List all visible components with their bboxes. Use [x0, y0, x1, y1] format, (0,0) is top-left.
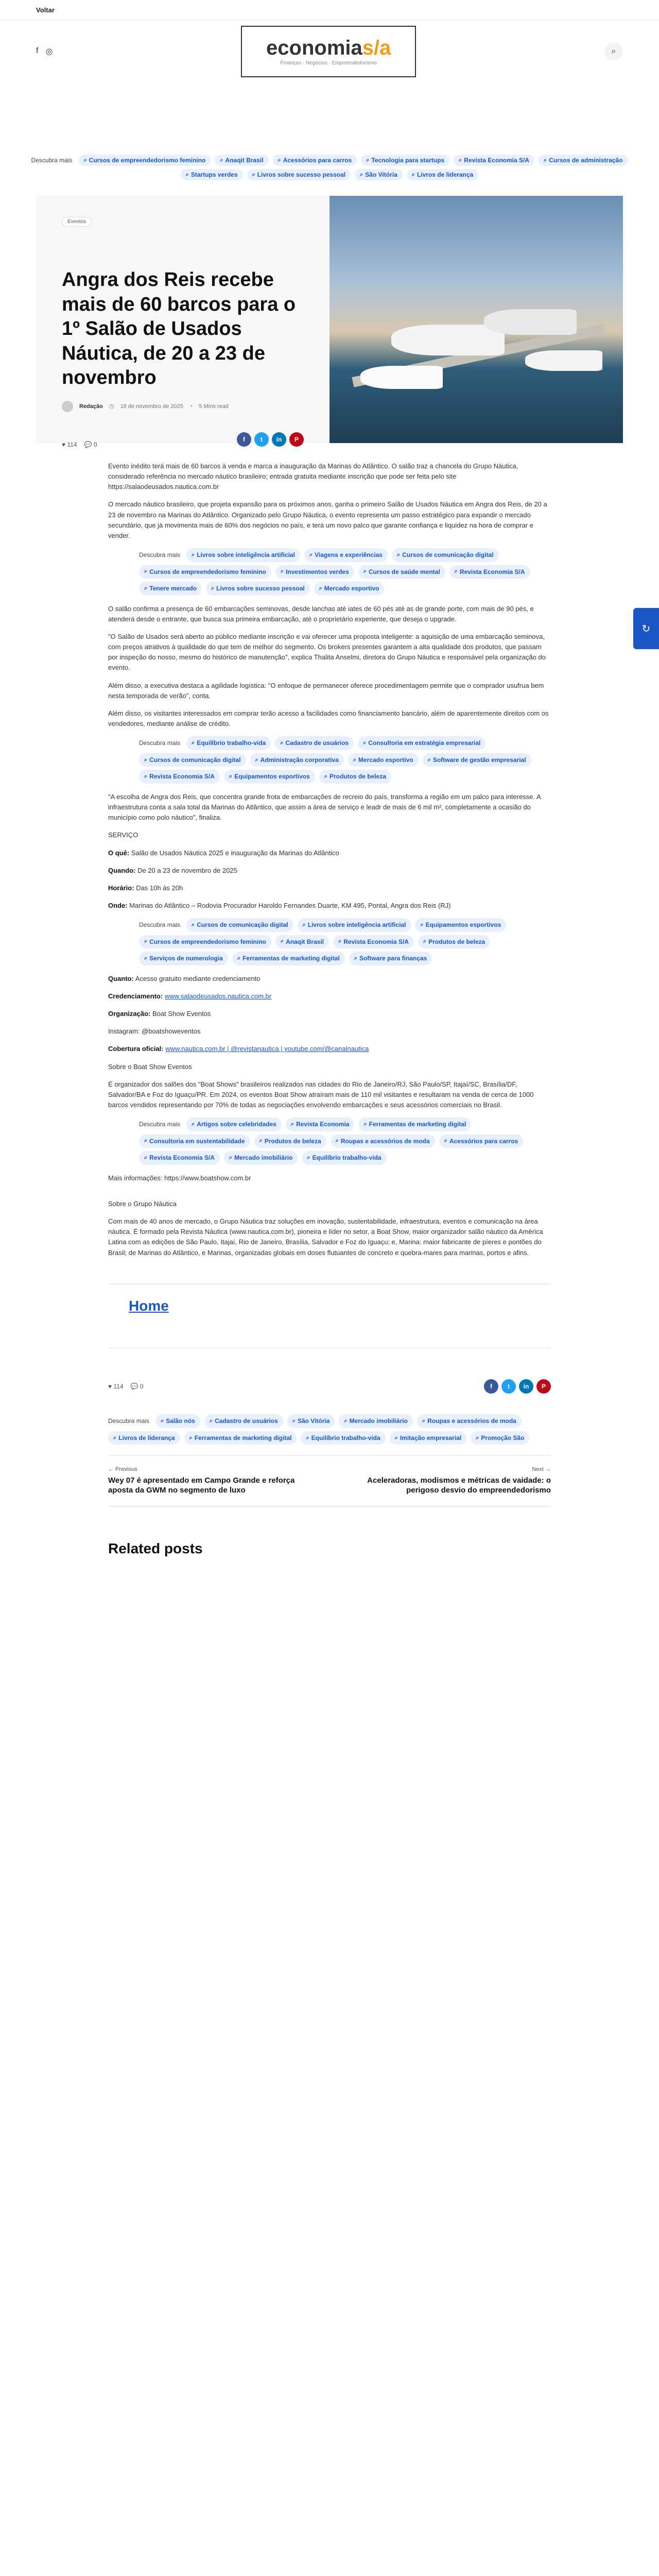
- search-icon: ⌕: [344, 1417, 348, 1424]
- comment-count[interactable]: 💬 0: [130, 1382, 144, 1390]
- info-value: Boat Show Eventos: [152, 1010, 211, 1018]
- topic-chip[interactable]: [224, 770, 315, 784]
- credenciamento-link[interactable]: www.salaodeusados.nautica.com.br: [164, 992, 272, 1000]
- topic-chip[interactable]: [415, 918, 506, 932]
- topic-chip-label: Acessórios para carros: [283, 157, 352, 164]
- read-time: 5 Mins read: [199, 403, 229, 410]
- topic-chip[interactable]: [358, 565, 445, 579]
- topic-chip-label: Produtos de beleza: [264, 1137, 321, 1145]
- topic-chip[interactable]: [423, 753, 531, 767]
- clock-icon: ◔: [189, 403, 193, 410]
- topic-chip-label: Imitação empresarial: [400, 1434, 462, 1442]
- topic-chip-label: Produtos de beleza: [428, 938, 485, 945]
- topic-chip[interactable]: [471, 1431, 529, 1445]
- search-icon: ⌕: [544, 157, 547, 163]
- topic-chip-label: Mercado imobiliário: [234, 1154, 293, 1162]
- search-icon: ⌕: [309, 551, 313, 558]
- topic-chip[interactable]: [186, 918, 293, 932]
- topic-chip-label: Serviços de numerologia: [149, 955, 223, 962]
- top-chipbar: [0, 155, 659, 180]
- info-value: Das 10h às 20h: [136, 884, 183, 892]
- pinterest-share-icon[interactable]: P: [289, 432, 304, 447]
- share-buttons: [237, 432, 304, 447]
- post-navigation: [108, 1466, 551, 1495]
- calendar-icon: ◷: [109, 403, 114, 410]
- topic-chip-label: Ferramentas de marketing digital: [194, 1434, 292, 1442]
- topic-chip-label: Consultoria em estratégia empresarial: [368, 739, 481, 747]
- topic-chip-label: Software para finanças: [359, 955, 427, 962]
- search-icon: ⌕: [396, 551, 401, 558]
- search-icon: ⌕: [144, 938, 148, 945]
- search-icon: ⌕: [144, 585, 148, 591]
- facebook-icon[interactable]: f: [36, 46, 39, 55]
- search-icon: ⌕: [280, 568, 284, 575]
- search-icon: ⌕: [292, 1417, 296, 1424]
- next-label: Next →: [532, 1466, 551, 1473]
- topic-chip[interactable]: [215, 155, 268, 166]
- search-icon: ⌕: [209, 1417, 213, 1424]
- like-count[interactable]: ♥ 114: [62, 440, 77, 448]
- topic-chip-label: Revista Economia S/A: [149, 1154, 215, 1162]
- recaptcha-badge[interactable]: ↻: [633, 608, 659, 649]
- topic-chip-label: Administração corporativa: [260, 756, 339, 764]
- topic-chip-label: Revista Economia S/A: [459, 568, 525, 575]
- paragraph: O salão confirma a presença de 60 embarcações seminovas, desde lanchas até iates de 60 pés até as de grande porte, com mais de 90 pés, e atenderá desde o entrante, que busca sua primeira embarcação, até o proprietário experiente, que deseja o upgrade.: [108, 604, 534, 623]
- comment-count-value: 0: [140, 1382, 144, 1390]
- topic-chip-label: Cursos de empreendedorismo feminino: [89, 157, 206, 164]
- avatar: [62, 401, 73, 412]
- topic-chip-label: Acessórios para carros: [449, 1137, 518, 1145]
- search-icon: ⌕: [290, 1121, 294, 1127]
- search-icon: ⌕: [113, 1434, 117, 1441]
- topic-chip[interactable]: [247, 169, 351, 180]
- topic-chip-label: Investimentos verdes: [286, 568, 349, 575]
- topic-chip[interactable]: [301, 1431, 385, 1445]
- topic-chip-label: Viagens e experiências: [315, 551, 383, 558]
- search-icon: ⌕: [192, 921, 195, 928]
- previous-post[interactable]: [108, 1466, 314, 1495]
- chipbar-label: Descubra mais: [139, 1121, 181, 1128]
- like-count-value: 114: [113, 1382, 124, 1390]
- topic-chip-label: Tecnologia para startups: [371, 157, 445, 164]
- search-icon[interactable]: ⌕: [604, 42, 623, 61]
- topic-chip-label: Artigos sobre celebridades: [197, 1121, 276, 1128]
- search-icon: ⌕: [229, 773, 233, 780]
- topic-chip[interactable]: [139, 952, 228, 965]
- like-count-value: 114: [67, 440, 77, 448]
- info-line: [108, 866, 551, 876]
- topic-chip-label: Livros sobre inteligência artificial: [307, 921, 406, 929]
- topic-chip[interactable]: [273, 155, 357, 166]
- topic-chip[interactable]: [390, 1431, 467, 1445]
- topic-chip-label: Livros sobre sucesso pessoal: [257, 171, 346, 178]
- comment-count[interactable]: 💬 0: [84, 440, 97, 448]
- topic-chip[interactable]: [539, 155, 628, 166]
- topic-chip[interactable]: [204, 1414, 283, 1428]
- topic-chip[interactable]: [206, 582, 310, 596]
- info-key: Credenciamento:: [108, 992, 163, 1000]
- topic-chip[interactable]: [139, 582, 202, 596]
- linkedin-share-icon[interactable]: in: [519, 1379, 533, 1394]
- topic-chip[interactable]: [224, 1151, 298, 1165]
- search-icon: ⌕: [189, 1434, 193, 1441]
- topic-chip[interactable]: [304, 548, 388, 562]
- topic-chip-label: Cursos de empreendedorismo feminino: [149, 568, 266, 575]
- topic-chip-label: São Vitória: [365, 171, 397, 178]
- author-name[interactable]: Redação: [79, 403, 103, 410]
- topic-chip[interactable]: [78, 155, 211, 166]
- search-icon: ⌕: [454, 568, 458, 575]
- logo-text-b: s/a: [362, 36, 391, 59]
- search-icon: ⌕: [144, 568, 148, 575]
- topic-chip[interactable]: [250, 753, 344, 767]
- topic-chip[interactable]: [333, 935, 414, 949]
- topic-chip[interactable]: [361, 155, 449, 166]
- search-icon: ⌕: [319, 585, 322, 591]
- topic-chip-label: Livros de liderança: [417, 171, 474, 178]
- paragraph: Com mais de 40 anos de mercado, o Grupo Náutica traz soluções em inovação, sustentabilidade, infraestrutura, eventos e comunicação na área náutica. É formado pela Revista Náutica (www.nautica.com.br), pioneira e líder no setor, a Boat Show, maior organizador salão náutico da América Latina com as edições de São Paulo, Itajaí, Rio de Janeiro, Brasília, Salvador e Foz do Iguaçu; e, Marina: maior fabricante de píeres e pontões do Brasil; de Marinas do Atlântico, e Marinas, organizadas globais em doses flutuantes de concreto e quebra-mares para marinas, portos e afins.: [108, 1217, 543, 1257]
- section-label: Sobre o Grupo Náutica: [108, 1200, 177, 1208]
- search-icon: ⌕: [192, 551, 195, 558]
- search-icon: ⌕: [363, 1121, 367, 1127]
- paragraph: Além disso, a executiva destaca a agilidade logística: "O enfoque de permanecer oferece procedimentagem permite que o comprador usufrua bem nesta temporada de verão", conta.: [108, 681, 544, 700]
- search-icon: ⌕: [278, 157, 281, 163]
- topic-chip-label: Equilíbrio trabalho-vida: [311, 1434, 380, 1442]
- topic-chip-label: Cursos de administração: [549, 157, 623, 164]
- search-icon: ⌕: [324, 773, 327, 780]
- search-icon: ⌕: [280, 739, 284, 746]
- topic-chip-label: Software de gestão empresarial: [432, 756, 526, 764]
- topic-chip[interactable]: [275, 736, 354, 750]
- info-value: Marinas do Atlântico – Rodovia Procurador Haroldo Fernandes Duarte, KM 495, Pontal, Angra dos Reis (RJ): [129, 901, 451, 909]
- topic-chip-label: Equilíbrio trabalho-vida: [312, 1154, 381, 1162]
- logo-text-a: economia: [266, 36, 362, 59]
- topic-chip-label: Ferramentas de marketing digital: [369, 1121, 466, 1128]
- comment-count-value: 0: [93, 440, 97, 448]
- info-key: Onde:: [108, 901, 128, 909]
- topic-chip[interactable]: [355, 169, 403, 180]
- home-link[interactable]: Home: [129, 1297, 169, 1314]
- topic-chip-label: Revista Economia S/A: [464, 157, 529, 164]
- topic-chip-label: Mercado esportivo: [358, 756, 413, 764]
- search-icon: ⌕: [144, 955, 148, 962]
- topic-chip[interactable]: [417, 1414, 522, 1428]
- search-icon: ⌕: [420, 921, 424, 928]
- paragraph: "A escolha de Angra dos Reis, que concentra grande frota de embarcações de recreio do país, transforma a região em um palco para interesse. A infraestrutura conta a sala total da Marinas do Atlântico, que assim a área de serviço e leadr de mais de 6 mil m², completamente a ocasião do município como polo náutico", finaliza.: [108, 792, 541, 822]
- search-icon: ⌕: [252, 171, 255, 178]
- info-value: Salão de Usados Náutica 2025 e inauguração da Marinas do Atlântico: [131, 849, 339, 857]
- share-buttons-bottom: [484, 1379, 551, 1394]
- topic-chip[interactable]: [186, 736, 271, 750]
- topic-chip[interactable]: [184, 1431, 297, 1445]
- search-icon: ⌕: [144, 773, 148, 780]
- info-key: Organização:: [108, 1010, 151, 1018]
- skip-link[interactable]: [0, 0, 659, 21]
- post-title: Angra dos Reis recebe mais de 60 barcos para o 1º Salão de Usados Náutica, de 20 a 23 de novembro: [62, 269, 296, 388]
- search-icon: ⌕: [302, 921, 306, 928]
- more-info-link[interactable]: Mais informações: https://www.boatshow.com.br: [108, 1174, 251, 1182]
- topic-chip[interactable]: [392, 548, 499, 562]
- next-title[interactable]: Aceleradoras, modismos e métricas de vaidade: o perigoso desvio do empreendedorismo: [367, 1476, 551, 1495]
- topic-chip-label: Livros sobre inteligência artificial: [197, 551, 295, 558]
- topic-chip[interactable]: [339, 1414, 413, 1428]
- hero-image: [330, 196, 623, 443]
- search-icon: ⌕: [338, 938, 342, 945]
- search-icon: ⌕: [423, 938, 427, 945]
- topic-chip[interactable]: [358, 1117, 471, 1131]
- twitter-share-icon[interactable]: t: [254, 432, 269, 447]
- topic-chip[interactable]: [298, 918, 411, 932]
- search-icon: ⌕: [411, 171, 415, 178]
- search-icon: ⌕: [306, 1434, 309, 1441]
- topic-chip-label: Anaqit Brasil: [286, 938, 324, 945]
- search-icon: ⌕: [211, 585, 215, 591]
- search-icon: ⌕: [363, 739, 367, 746]
- topic-chip-label: Cadastro de usuários: [285, 739, 349, 747]
- search-icon: ⌕: [307, 1155, 310, 1161]
- topic-chip[interactable]: [449, 565, 530, 579]
- topic-chip-label: Startups verdes: [190, 171, 238, 178]
- next-post[interactable]: [345, 1466, 551, 1495]
- site-header: [0, 21, 659, 82]
- section-label: SERVIÇO: [108, 831, 138, 839]
- paragraph: Além disso, os visitantes interessados em comprar terão acesso a facilidades como financiamento bancário, além de aparentemente direitos com os vendedores, mediante análise de crédito.: [108, 709, 549, 728]
- linkedin-share-icon[interactable]: in: [272, 432, 286, 447]
- search-icon: ⌕: [363, 568, 367, 575]
- info-line: Instagram: @boatshoweventos: [108, 1027, 201, 1036]
- topic-chip[interactable]: [439, 1134, 524, 1148]
- search-icon: ⌕: [280, 938, 284, 945]
- previous-label: ← Previous: [108, 1466, 137, 1473]
- topic-chip-label: Livros sobre sucesso pessoal: [216, 585, 305, 592]
- search-icon: ⌕: [394, 1434, 398, 1441]
- cobertura-link[interactable]: www.nautica.com.br | @revistanautica | youtube.com/@canalnautica: [165, 1045, 369, 1053]
- search-icon: ⌕: [459, 157, 462, 163]
- paragraph: Evento inédito terá mais de 60 barcos à venda e marca a inauguração da Marinas do Atlântico. O salão traz a chancela do Grupo Náutica, considerado referência no mercado náutico brasileiro; entrada gratuita mediante inscrição que pode ser feita pelo site https://salaodeusados.nautica.com.br: [108, 462, 518, 491]
- skip-link-label[interactable]: Voltar: [36, 6, 55, 14]
- info-line: [108, 1009, 551, 1019]
- topic-chip-label: Cursos de comunicação digital: [197, 921, 288, 929]
- topic-chip-label: Cadastro de usuários: [215, 1417, 278, 1425]
- info-value: De 20 a 23 de novembro de 2025: [137, 866, 237, 874]
- topic-chip[interactable]: [454, 155, 534, 166]
- topic-chip[interactable]: [287, 1414, 335, 1428]
- search-icon: ⌕: [220, 157, 223, 163]
- search-icon: ⌕: [255, 756, 258, 763]
- topic-chip[interactable]: [331, 1134, 435, 1148]
- search-icon: ⌕: [259, 1138, 263, 1144]
- topic-chip-label: São Vitória: [297, 1417, 330, 1425]
- search-icon: ⌕: [237, 955, 241, 962]
- chipbar-label: Descubra mais: [139, 921, 181, 929]
- topic-chip[interactable]: [139, 1151, 220, 1165]
- topic-chip-label: Promoção São: [481, 1434, 525, 1442]
- topic-chip[interactable]: [186, 1117, 282, 1131]
- hero: [36, 196, 623, 448]
- site-logo[interactable]: [241, 26, 416, 77]
- topic-chip-label: Revista Economia: [296, 1121, 350, 1128]
- info-key: O quê:: [108, 849, 130, 857]
- topic-chip-label: Ferramentas de marketing digital: [242, 955, 340, 962]
- chipbar-label: Descubra mais: [108, 1417, 150, 1425]
- twitter-share-icon[interactable]: t: [501, 1379, 516, 1394]
- info-key: Quanto:: [108, 974, 134, 982]
- like-count[interactable]: ♥ 114: [108, 1382, 124, 1390]
- facebook-share-icon[interactable]: f: [237, 432, 251, 447]
- info-key: Horário:: [108, 884, 134, 892]
- topic-chip-label: Roupas e acessórios de moda: [427, 1417, 516, 1425]
- topic-chip-label: Cursos de comunicação digital: [402, 551, 494, 558]
- search-icon: ⌕: [427, 756, 431, 763]
- info-line: [108, 1044, 551, 1054]
- topic-chip-label: Cursos de empreendedorismo feminino: [149, 938, 266, 945]
- post-meta: [62, 401, 304, 412]
- chipbar-label: Descubra mais: [139, 551, 181, 558]
- topic-chip[interactable]: [108, 1431, 180, 1445]
- topic-chip-label: Cursos de saúde mental: [368, 568, 440, 575]
- previous-title[interactable]: Wey 07 é apresentado em Campo Grande e reforça aposta da GWM no segmento de luxo: [108, 1476, 295, 1495]
- chipbar-label: Descubra mais: [139, 739, 181, 747]
- search-icon: ⌕: [161, 1417, 164, 1424]
- topic-chip[interactable]: [186, 548, 300, 562]
- article-body: [108, 461, 551, 1560]
- search-icon: ⌕: [144, 1138, 148, 1144]
- search-icon: ⌕: [192, 739, 195, 746]
- topic-chip[interactable]: [139, 753, 246, 767]
- topic-chip-label: Equilíbrio trabalho-vida: [197, 739, 266, 747]
- topic-chip[interactable]: [155, 1414, 200, 1428]
- topic-chip-label: Roupas e acessórios de moda: [340, 1137, 430, 1145]
- topic-chip[interactable]: [275, 935, 329, 949]
- topic-chip-label: Mercado esportivo: [324, 585, 379, 592]
- search-icon: ⌕: [360, 171, 363, 178]
- category-badge[interactable]: Eventos: [62, 217, 92, 227]
- search-icon: ⌕: [354, 955, 357, 962]
- topic-chip[interactable]: [349, 952, 432, 965]
- topic-chip-label: Mercado imobiliário: [349, 1417, 408, 1425]
- info-line: [108, 901, 551, 911]
- topic-chip-label: Revista Economia S/A: [149, 773, 215, 781]
- topic-chip-label: Tenere mercado: [149, 585, 197, 592]
- post-date: 18 de novembro de 2025: [120, 403, 183, 410]
- search-icon: ⌕: [192, 1121, 195, 1127]
- topic-chip[interactable]: [232, 952, 345, 965]
- info-line: [108, 991, 551, 1002]
- topic-chip[interactable]: [358, 736, 485, 750]
- topic-chip[interactable]: [319, 770, 391, 784]
- info-value: Acesso gratuito mediante credenciamento: [135, 974, 261, 982]
- topic-chip[interactable]: [139, 770, 220, 784]
- paragraph: É organizador dos salões dos "Boat Shows" brasileiros realizados nas cidades do Rio de Janeiro/RJ, São Paulo/SP, Itajaí/SC, Brasília/DF, Salvador/BA e Foz do Iguaçu/PR. Em 2024, os eventos Boat Show atraíram mais de 110 mil visitantes e resultaram na venda de cerca de 1000 barcos vendidos representando por 70% de todas as negociações envolvendo embarcações e seus acessórios comerciais no Brasil.: [108, 1080, 534, 1109]
- instagram-icon[interactable]: ◎: [45, 47, 53, 56]
- topic-chip[interactable]: [139, 935, 271, 949]
- topic-chip-label: Cursos de comunicação digital: [149, 756, 241, 764]
- info-key: Quando:: [108, 866, 136, 874]
- search-icon: ⌕: [229, 1155, 233, 1161]
- topic-chip[interactable]: [302, 1151, 386, 1165]
- topic-chip[interactable]: [286, 1117, 355, 1131]
- search-icon: ⌕: [144, 1155, 148, 1161]
- search-icon: ⌕: [353, 756, 356, 763]
- search-icon: ⌕: [144, 756, 148, 763]
- info-key: Cobertura oficial:: [108, 1045, 164, 1053]
- topic-chip[interactable]: [407, 169, 479, 180]
- topic-chip[interactable]: [314, 582, 385, 596]
- search-icon: ⌕: [476, 1434, 479, 1441]
- paragraph: O mercado náutico brasileiro, que projeta expansão para os próximos anos, ganha o primeiro Salão de Usados Náutica em Angra dos Reis, de 20 a 23 de novembro na Marinas do Atlântico. Organizado pelo Grupo Náutica, o evento representa um passo estratégico para expandir o mercado secundário, que já movimenta mais de 60% dos negócios no país, e terá um novo palco que garante confiança e liquidez na hora de comprar e vender.: [108, 500, 547, 539]
- topic-chip[interactable]: [254, 1134, 326, 1148]
- topic-chip-label: Equipamentos esportivos: [234, 773, 310, 781]
- search-icon: ⌕: [83, 157, 87, 163]
- chipbar-label: Descubra mais: [31, 157, 73, 164]
- related-posts-heading: Related posts: [108, 1540, 203, 1556]
- header-social: [36, 46, 53, 57]
- topic-chip-label: Revista Economia S/A: [343, 938, 409, 945]
- topic-chip-label: Produtos de beleza: [329, 773, 386, 781]
- pinterest-share-icon[interactable]: P: [536, 1379, 551, 1394]
- topic-chip[interactable]: [139, 1134, 250, 1148]
- topic-chip-label: Livros de liderança: [118, 1434, 175, 1442]
- topic-chip[interactable]: [139, 565, 271, 579]
- search-icon: ⌕: [444, 1138, 447, 1144]
- topic-chip-label: Anaqit Brasil: [225, 157, 264, 164]
- topic-chip[interactable]: [275, 565, 354, 579]
- topic-chip-label: Salão nós: [166, 1417, 195, 1425]
- topic-chip-label: Consultoria em sustentabilidade: [149, 1137, 245, 1145]
- search-icon: ⌕: [335, 1138, 339, 1144]
- section-label: Sobre o Boat Show Eventos: [108, 1062, 192, 1071]
- info-line: [108, 974, 551, 984]
- topic-chip-label: Equipamentos esportivos: [425, 921, 501, 929]
- facebook-share-icon[interactable]: f: [484, 1379, 498, 1394]
- topic-chip[interactable]: [418, 935, 490, 949]
- info-line: [108, 848, 551, 858]
- topic-chip[interactable]: [181, 169, 243, 180]
- search-icon: ⌕: [185, 171, 189, 178]
- search-icon: ⌕: [422, 1417, 426, 1424]
- logo-tagline: Finanças · Negócios · Empreendedorismo: [280, 60, 377, 66]
- paragraph: "O Salão de Usados será aberto ao público mediante inscrição e vai oferecer uma proposta inteligente: a aquisição de uma embarcação seminova, com preços atrativos à qualidade do que tem de melhor do segmento. Os brokers presentes garantem a alta qualidade dos produtos, que passam por inspeção do nosso, mesmo do histórico de manutenção", explica Thalita Anselmi, diretora do Grupo Náutica e responsável pela organização do evento.: [108, 633, 546, 672]
- topic-chip[interactable]: [348, 753, 419, 767]
- info-line: [108, 883, 551, 893]
- search-icon: ⌕: [366, 157, 370, 163]
